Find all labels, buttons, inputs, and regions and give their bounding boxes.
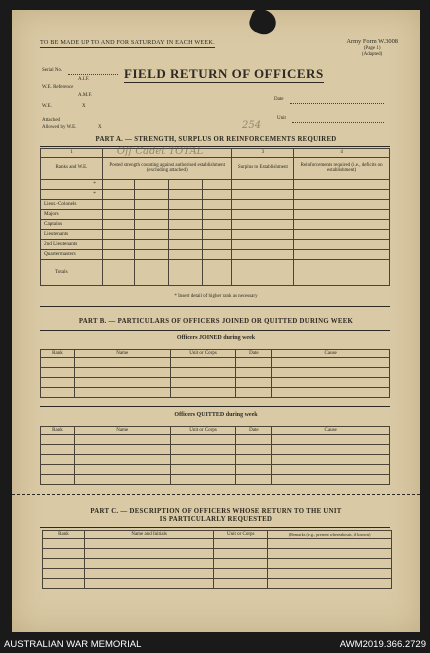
part-b-title: PART B. — PARTICULARS OF OFFICERS JOINED OR QUITTED DURING WEEK xyxy=(78,318,354,325)
part-c-title-line1: PART C. — DESCRIPTION OF OFFICERS WHOSE RETURN TO THE UNIT xyxy=(90,508,342,515)
reinforcements-header: Reinforcements required (i.e., deficits on establishment) xyxy=(294,157,390,179)
x2-label: X xyxy=(98,125,102,130)
posted-header: Posted strength counting against authorised establishment (excluding attached) xyxy=(102,157,232,179)
joined-col-name: Name xyxy=(74,350,170,358)
quitted-title: Officers QUITTED during week xyxy=(174,412,258,418)
form-adapted: (Adapted) xyxy=(362,52,383,57)
tear-off-line xyxy=(12,494,420,495)
rank-row: Majors xyxy=(41,209,103,219)
part-c-table xyxy=(42,530,392,589)
joined-col-cause: Cause xyxy=(272,350,390,358)
quitted-col-cause: Cause xyxy=(272,427,390,435)
part-c-title-line2: IS PARTICULARLY REQUESTED xyxy=(159,516,273,523)
part-c-col-remarks: (Remarks (e.g., present whereabouts, if known) xyxy=(268,531,392,539)
rank-header: Ranks and W.E. xyxy=(41,157,103,179)
quitted-col-unit: Unit or Corps xyxy=(170,427,236,435)
joined-table xyxy=(40,349,390,398)
joined-title: Officers JOINED during week xyxy=(176,335,256,341)
quitted-col-date: Date xyxy=(236,427,272,435)
rank-row: Lieutenants xyxy=(41,229,103,239)
form-page: (Page 1) xyxy=(363,46,381,51)
part-c-col-unit: Unit or Corps xyxy=(214,531,268,539)
part-c-rule xyxy=(40,527,390,528)
date-label: Date xyxy=(274,97,284,102)
part-a-rule xyxy=(40,146,390,147)
handwritten-header: Off Cadet TOTAL xyxy=(116,146,204,157)
form-title: FIELD RETURN OF OFFICERS xyxy=(124,66,324,81)
quitted-col-rank: Rank xyxy=(41,427,75,435)
rank-row: Lieut.-Colonels xyxy=(41,199,103,209)
unit-label: Unit xyxy=(277,116,286,121)
part-a-bottom-rule xyxy=(40,306,390,307)
torn-corner xyxy=(247,6,280,37)
we-reference-label: W.E. Reference xyxy=(42,85,74,90)
part-a-title: PART A. — STRENGTH, SURPLUS OR REINFORCEMENTS REQUIRED xyxy=(95,136,337,143)
attached-label: Attached xyxy=(42,118,61,123)
surplus-header: Surplus to Establishment xyxy=(232,157,294,179)
part-c-col-rank: Rank xyxy=(43,531,85,539)
joined-col-unit: Unit or Corps xyxy=(170,350,236,358)
x-label: X xyxy=(82,104,86,109)
we-label: W.E. xyxy=(42,104,52,109)
rank-row: Quartermasters xyxy=(41,249,103,259)
form-name: Army Form W.3008 xyxy=(346,38,398,45)
quitted-col-name: Name xyxy=(74,427,170,435)
col-number-4: 4 xyxy=(294,149,390,158)
rank-row: * xyxy=(41,189,103,199)
aif-label: A.I.F. xyxy=(78,77,90,82)
allowed-label: Allowed by W.E. xyxy=(42,125,77,130)
col-number-1: 1 xyxy=(41,149,103,158)
totals-label: Totals xyxy=(41,259,103,285)
caption-accession: AWM2019.366.2729 xyxy=(339,639,426,650)
serial-label: Serial No. xyxy=(42,68,63,73)
rank-row: Captains xyxy=(41,219,103,229)
form-identifier xyxy=(346,38,398,58)
part-a-table xyxy=(40,148,390,286)
joined-col-date: Date xyxy=(236,350,272,358)
amf-label: A.M.F. xyxy=(78,93,93,98)
rank-row: 2nd Lieutenants xyxy=(41,239,103,249)
instruction-line: TO BE MADE UP TO AND FOR SATURDAY IN EACH WEEK. xyxy=(40,39,215,46)
part-b-rule xyxy=(40,330,390,331)
form-page xyxy=(12,10,420,632)
quitted-table xyxy=(40,426,390,485)
col-number-3: 3 xyxy=(232,149,294,158)
handwritten-unit: 254 xyxy=(242,120,262,131)
part-c-col-name: Name and Initials xyxy=(84,531,213,539)
rank-row: * xyxy=(41,179,103,189)
caption-institution: AUSTRALIAN WAR MEMORIAL xyxy=(4,639,142,650)
joined-col-rank: Rank xyxy=(41,350,75,358)
part-a-footnote: * Insert detail of higher rank as necessary xyxy=(174,294,258,299)
